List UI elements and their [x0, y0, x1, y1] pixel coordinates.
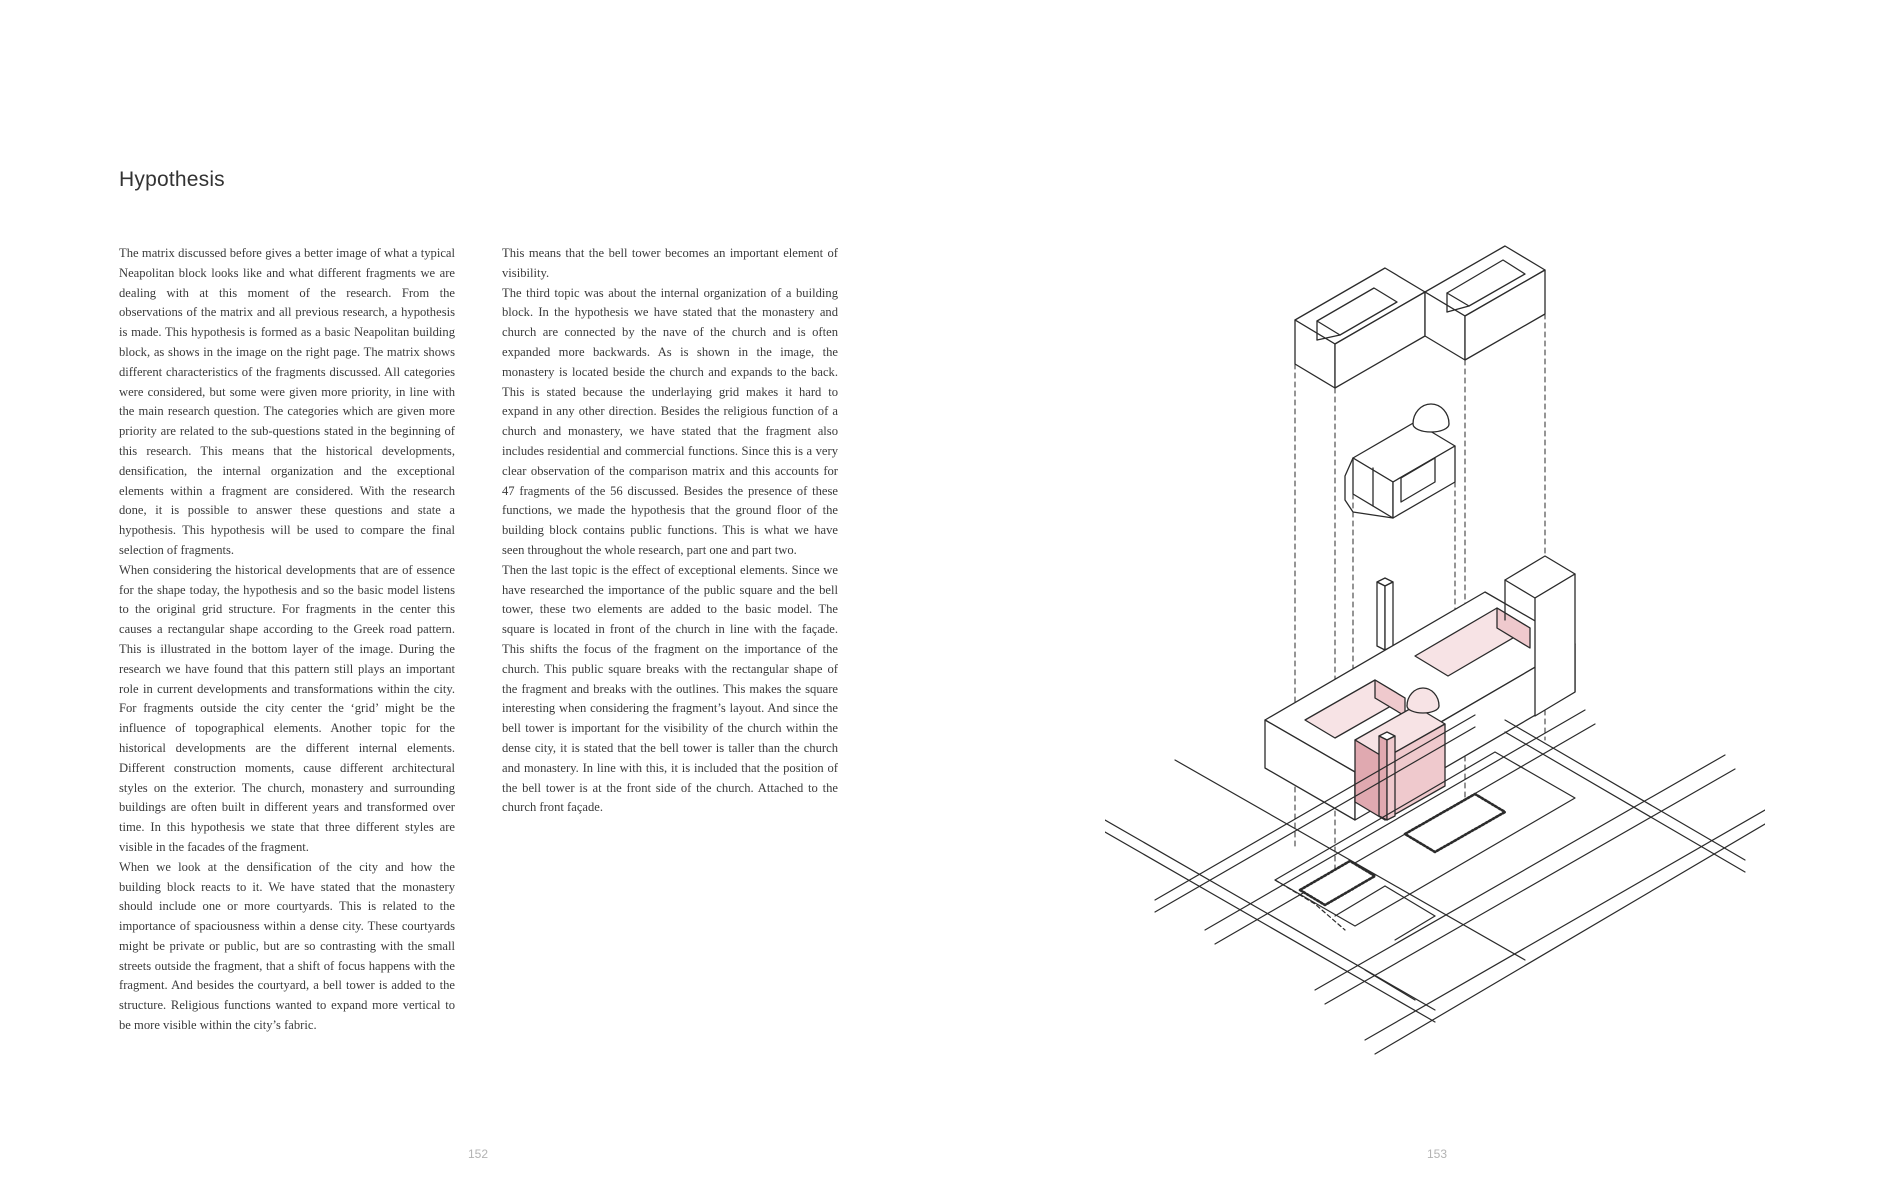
exploded-block-illustration: [1105, 200, 1765, 1080]
page-title: Hypothesis: [119, 168, 225, 191]
paragraph: This means that the bell tower becomes an important element of visibility.: [502, 246, 838, 280]
paragraph: When we look at the densification of the city and how the building block reacts to it. We have stated that the monastery should include one or more courtyards. This is related to the importance of spaciousness within a dense city. These courtyards might be private or public, but are so contrasting with the small streets outside the fragment, that a shift of focus happens with the fragment. And besides the courtyard, a bell tower is added to the structure. Religious functions wanted to expand more vertical to be more visible within the city’s fabric.: [119, 859, 455, 1033]
paragraph: The matrix discussed before gives a better image of what a typical Neapolitan block looks like and what different fragments we are dealing with at this moment of the research. From the observations of the matrix and all previous research, a hypothesis is made. This hypothesis is formed as a basic Neapolitan building block, as shows in the image on the right page. The matrix shows different characteristics of the fragments discussed. All categories were considered, but some were given more priority, in line with the main research question. The categories which are given more priority are related to the sub-questions stated in the beginning of this research. This means that the historical developments, densification, the internal organization and the exceptional elements within a fragment are considered. With the research done, it is possible to answer these questions and state a hypothesis. This hypothesis will be used to compare the final selection of fragments.: [119, 246, 455, 557]
bell-tower-layer: [1377, 578, 1393, 650]
axonometric-diagram: [1105, 200, 1765, 1080]
monastery-courtyards-layer: [1295, 246, 1545, 388]
paragraph: Then the last topic is the effect of exceptional elements. Since we have researched the importance of the public square and the bell tower, these two elements are added to the basic model. The square is located in front of the church in line with the façade. This shifts the focus of the fragment on the importance of the church. This public square breaks with the rectangular shape of the fragment and breaks with the outlines. This makes the square interesting when considering the fragment’s layout. And since the bell tower is important for the visibility of the church within the dense city, it is stated that the bell tower is taller than the church and monastery. In line with this, it is included that the position of the bell tower is at the front side of the church. Attached to the church front façade.: [502, 562, 838, 815]
church-layer: [1345, 404, 1455, 518]
assembled-block-layer: [1265, 556, 1575, 820]
paragraph: The third topic was about the internal organization of a building block. In the hypothesis we have stated that the monastery and church are connected by the nave of the church and is often expanded more backwards. As is shown in the image, the monastery is located beside the church and expands to the back. This is stated because the underlaying grid makes it hard to expand in any other direction. Besides the religious function of a church and monastery, we have stated that the fragment also includes residential and commercial functions. Since this is a very clear observation of the comparison matrix and this accounts for 47 fragments of the 56 discussed. Besides the presence of these functions, we made the hypothesis that the ground floor of the building block contains public functions. This is what we have seen throughout the whole research, part one and part two.: [502, 285, 838, 557]
page-number-left: 152: [468, 1147, 489, 1161]
paragraph: When considering the historical developments that are of essence for the shape today, the hypothesis and so the basic model listens to the original grid structure. For fragments in the center this causes a rectangular shape according to the Greek road pattern. This is illustrated in the bottom layer of the image. During the research we have found that this pattern still plays an important role in current developments and transformations within the city. For fragments outside the city center the ‘grid’ might be the influence of topographical elements. Another topic for the historical developments are the different internal elements. Different construction moments, cause different architectural styles on the exterior. The church, monastery and surrounding buildings are often built in different years and transformed over time. In this hypothesis we state that three different styles are visible in the facades of the fragment.: [119, 562, 455, 854]
text-column-right: [502, 244, 838, 818]
page-number-right: 153: [1427, 1147, 1448, 1161]
text-column-left: [119, 244, 455, 1036]
